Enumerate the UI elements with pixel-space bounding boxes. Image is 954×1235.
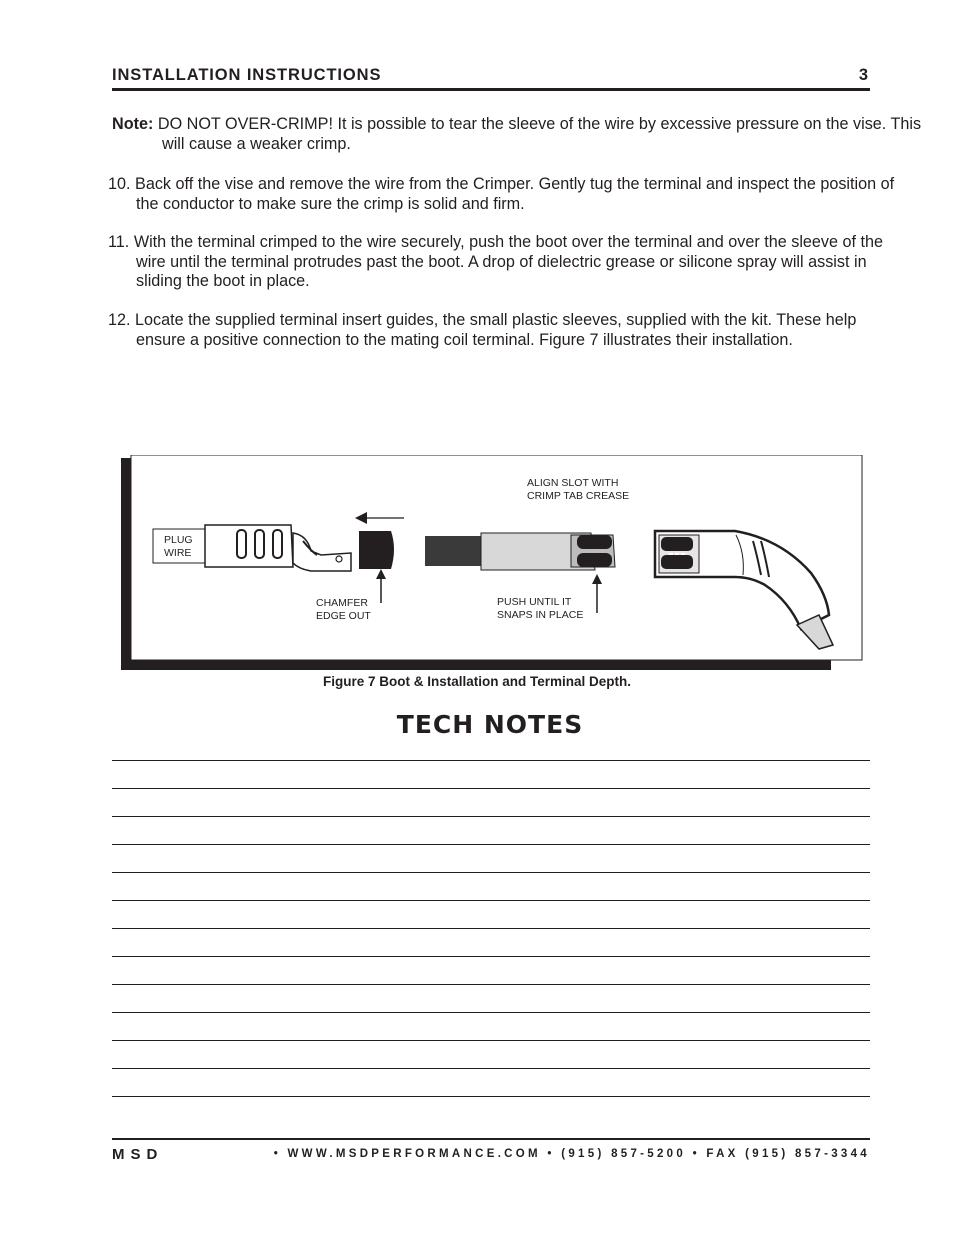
- label-line: SNAPS IN PLACE: [497, 609, 584, 621]
- label-line: PUSH UNTIL IT: [497, 596, 572, 608]
- figure-caption: Figure 7 Boot & Installation and Terminal Depth.: [322, 674, 632, 689]
- page-number: 3: [858, 66, 868, 84]
- note-label: Note:: [112, 115, 154, 133]
- page-header: [112, 66, 870, 91]
- step-number: 11.: [108, 233, 130, 251]
- step-number: 12.: [108, 311, 131, 329]
- page-footer: [112, 1138, 870, 1166]
- note-line: [112, 900, 870, 901]
- header-title: INSTALLATION INSTRUCTIONS: [112, 66, 382, 84]
- step-text: Locate the supplied terminal insert guides, the small plastic sleeves, supplied with the kit. These help ensure a positive connection to the mating coil terminal. Figure 7 illustrates their installation.: [135, 311, 857, 349]
- step-text: With the terminal crimped to the wire securely, push the boot over the terminal and over the sleeve of the wire until the terminal protrudes past the boot. A drop of dielectric grease or silicone spray will assist in sliding the boot in place.: [133, 233, 884, 290]
- step-number: 10.: [108, 175, 131, 193]
- list-item: [108, 175, 906, 214]
- note-line: [112, 1040, 870, 1041]
- step-text: Back off the vise and remove the wire from the Crimper. Gently tug the terminal and inspect the position of the conductor to make sure the crimp is solid and firm.: [135, 175, 895, 213]
- label-line: WIRE: [164, 547, 192, 559]
- label-line: ALIGN SLOT WITH: [527, 477, 619, 489]
- note-line: [112, 760, 870, 761]
- note-line: [112, 816, 870, 817]
- label-push: [497, 596, 583, 622]
- note-text: DO NOT OVER-CRIMP! It is possible to tear the sleeve of the wire by excessive pressure on the vise. This will cause a weaker crimp.: [157, 115, 922, 153]
- label-line: CRIMP TAB CREASE: [527, 490, 630, 502]
- note-line: [112, 872, 870, 873]
- note-line: [112, 788, 870, 789]
- label-line: EDGE OUT: [316, 610, 371, 622]
- note-line: [112, 1012, 870, 1013]
- note-line: [112, 1068, 870, 1069]
- figure-7: [121, 455, 863, 670]
- figure-illustration: [121, 455, 863, 670]
- label-plug-wire: [164, 534, 193, 560]
- list-item: [108, 233, 906, 292]
- label-line: PLUG: [164, 534, 193, 546]
- note-line: [112, 1096, 870, 1097]
- note-line: [112, 984, 870, 985]
- list-item: [108, 311, 906, 350]
- note-line: [112, 844, 870, 845]
- label-line: CHAMFER: [316, 597, 368, 609]
- label-chamfer: [316, 597, 371, 623]
- note-line: [112, 956, 870, 957]
- footer-contact: • WWW.MSDPERFORMANCE.COM • (915) 857-5200 • FAX (915) 857-3344: [273, 1148, 870, 1160]
- label-align-slot: [527, 477, 629, 503]
- tech-notes-title: TECH NOTES: [396, 710, 584, 739]
- footer-brand: MSD: [112, 1146, 164, 1163]
- note-line: [112, 928, 870, 929]
- note-paragraph: [112, 115, 932, 154]
